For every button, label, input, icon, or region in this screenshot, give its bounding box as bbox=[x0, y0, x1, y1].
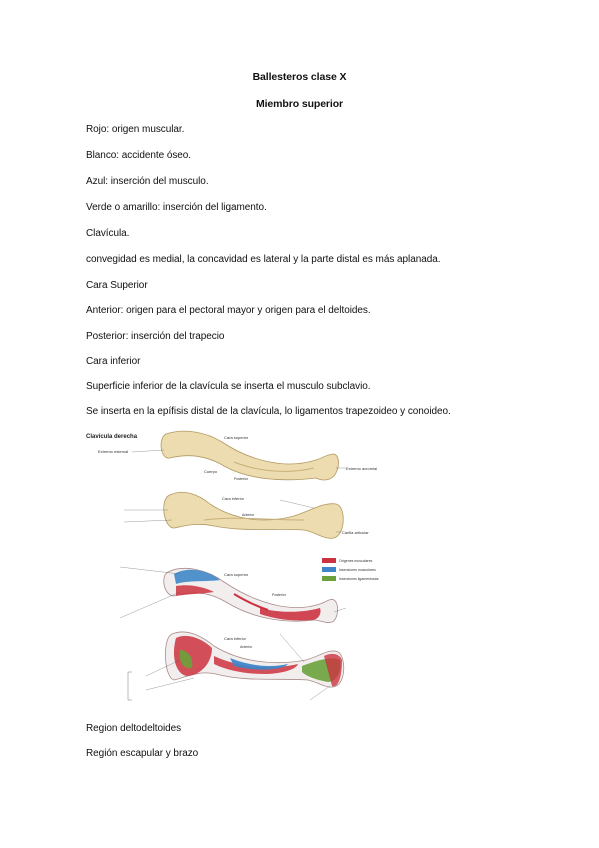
legend-swatch-origin bbox=[322, 558, 336, 563]
color-legend bbox=[322, 558, 379, 581]
legend-label-insertion: Inserciones musculares bbox=[339, 568, 376, 572]
clavicle-view-superior bbox=[161, 431, 338, 480]
leader-inferior4-right bbox=[280, 634, 304, 662]
clavicle-illustration bbox=[84, 424, 414, 710]
label-cuerpo: Cuerpo bbox=[204, 469, 218, 474]
clavicle-view-superior-attachments bbox=[164, 568, 338, 622]
legend-swatch-ligament bbox=[322, 576, 336, 581]
paragraph-blanco: Blanco: accidente óseo. bbox=[86, 150, 192, 161]
section-region-escapular: Región escapular y brazo bbox=[86, 748, 199, 759]
label-cara-superior-3: Cara superior bbox=[224, 572, 249, 577]
bracket-ligaments bbox=[128, 672, 132, 700]
section-region-deltoidea: Region deltodeltoides bbox=[86, 723, 182, 734]
label-anterior-2: Anterior bbox=[242, 513, 255, 517]
section-clavicula: Clavícula. bbox=[86, 228, 130, 239]
label-posterior-1: Posterior bbox=[234, 477, 249, 481]
label-cara-inferior-2: Cara inferior bbox=[222, 496, 245, 501]
label-cara-inferior-4: Cara inferior bbox=[224, 636, 247, 641]
leader-superior-left-2 bbox=[120, 592, 180, 618]
legend-label-ligament: Inserciones ligamentosas bbox=[339, 577, 379, 581]
paragraph-convexidad: convegidad es medial, la concavidad es lateral y la parte distal es más aplanada. bbox=[86, 254, 441, 265]
leader-inferior4-bottom bbox=[310, 686, 330, 700]
leader-inferior-left-2 bbox=[124, 520, 172, 522]
leader-esternal bbox=[132, 450, 164, 452]
paragraph-posterior: Posterior: inserción del trapecio bbox=[86, 331, 225, 342]
label-carilla-articular: Carilla articular bbox=[342, 530, 369, 535]
clavicle-view-inferior-attachments bbox=[165, 632, 343, 687]
legend-swatch-insertion bbox=[322, 567, 336, 572]
legend-label-origin: Orígenes musculares bbox=[339, 559, 373, 563]
paragraph-azul: Azul: inserción del musculo. bbox=[86, 176, 209, 187]
paragraph-rojo: Rojo: origen muscular. bbox=[86, 124, 185, 135]
section-cara-inferior: Cara inferior bbox=[86, 356, 141, 367]
paragraph-verde: Verde o amarillo: inserción del ligamento. bbox=[86, 202, 267, 213]
label-cara-superior-1: Cara superior bbox=[224, 435, 249, 440]
leader-inferior-right bbox=[280, 500, 314, 508]
label-posterior-3: Posterior bbox=[272, 593, 287, 597]
document-subtitle: Miembro superior bbox=[255, 98, 344, 110]
section-cara-superior: Cara Superior bbox=[86, 280, 148, 291]
figure-heading: Clavícula derecha bbox=[86, 434, 138, 440]
label-extremo-acromial: Extremo acromial bbox=[346, 466, 378, 471]
document-title: Ballesteros clase X bbox=[252, 71, 347, 83]
label-anterior-4: Anterior bbox=[240, 645, 253, 649]
paragraph-ligamentos: Se inserta en la epífisis distal de la clavícula, lo ligamentos trapezoideo y conoideo. bbox=[86, 406, 451, 417]
paragraph-subclavio: Superficie inferior de la clavícula se inserta el musculo subclavio. bbox=[86, 381, 371, 392]
paragraph-anterior: Anterior: origen para el pectoral mayor y origen para el deltoides. bbox=[86, 305, 371, 316]
label-extremo-esternal: Extremo esternal bbox=[98, 449, 129, 454]
leader-inferior4-left-2 bbox=[146, 678, 194, 690]
clavicle-svg bbox=[84, 424, 414, 710]
